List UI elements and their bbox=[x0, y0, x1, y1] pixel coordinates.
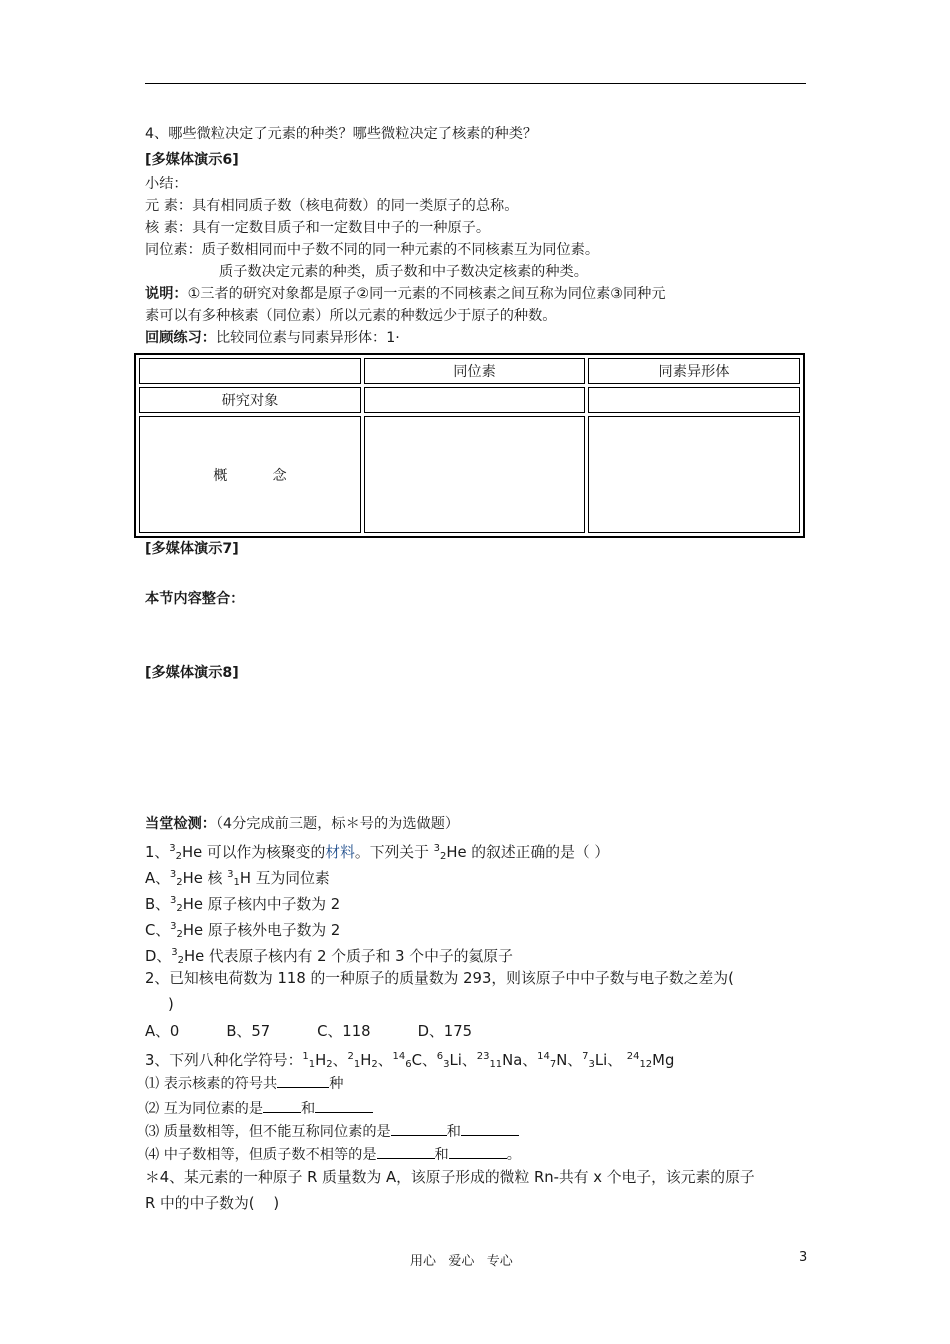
nuclide-definition: 核 素：具有一定数目质子和一定数目中子的一种原子。 bbox=[145, 220, 491, 236]
question-4: 4、哪些微粒决定了元素的种类？哪些微粒决定了核素的种类？ bbox=[145, 126, 538, 142]
q1-option-d: D、$^3_2$He 代表原子核内有 2 个质子和 3 个中子的氦原子 bbox=[145, 947, 513, 966]
table-cell bbox=[364, 387, 585, 413]
explanation-text: ①三者的研究对象都是原子②同一元素的不同核素之间互称为同位素③同种元 bbox=[187, 286, 666, 302]
explanation-continued: 素可以有多种核素（同位素）所以元素的种数远少于原子的种数。 bbox=[145, 308, 557, 324]
review-exercise bbox=[145, 329, 400, 347]
table-head-isotope: 同位素 bbox=[364, 358, 585, 384]
media-demo-7: [多媒体演示7] bbox=[145, 541, 239, 557]
determination-note: 质子数决定元素的种类，质子数和中子数决定核素的种类。 bbox=[219, 264, 588, 280]
q3-sub-3: ⑶ 质量数相等，但不能互称同位素的是 和 bbox=[145, 1122, 519, 1141]
answer-blank[interactable] bbox=[391, 1122, 447, 1136]
table-row-concept-label: 概 念 bbox=[139, 416, 361, 533]
q3-sub-1: ⑴ 表示核素的符号共 种 bbox=[145, 1076, 344, 1092]
table-cell bbox=[588, 387, 800, 413]
media-demo-8: [多媒体演示8] bbox=[145, 665, 239, 681]
section-integration: 本节内容整合： bbox=[145, 591, 245, 607]
q4-optional-stem: ＊4、某元素的一种原子 R 质量数为 A，该原子形成的微粒 Rn-共有 x 个电子，该元素的原子 bbox=[145, 1169, 755, 1186]
answer-blank[interactable] bbox=[277, 1074, 329, 1088]
comparison-table bbox=[134, 353, 805, 538]
answer-blank[interactable] bbox=[315, 1099, 373, 1113]
explanation bbox=[145, 285, 666, 303]
table-corner-cell bbox=[139, 358, 361, 384]
answer-blank[interactable] bbox=[449, 1145, 507, 1159]
q3-sub-4: ⑷ 中子数相等，但质子数不相等的是 和 。 bbox=[145, 1147, 521, 1163]
summary-label: 小结： bbox=[145, 176, 188, 192]
q3-stem: 3、下列八种化学符号：$^1_1H_2$、$^2_1H_2$、$^{14}_6$C、$^6_3$Li、$^{23}_{11}$Na、$^{14}_7$N、$^7_3$Li、 $^{24}_{12}$Mg bbox=[145, 1051, 675, 1070]
check-text: （4分完成前三题，标＊号的为选做题） bbox=[215, 816, 460, 832]
footer-motto: 用心 爱心 专心 bbox=[410, 1254, 513, 1269]
answer-blank[interactable] bbox=[461, 1122, 519, 1136]
q4-optional-stem-continued: R 中的中子数为( ) bbox=[145, 1195, 280, 1212]
material-link[interactable]: 材料 bbox=[325, 844, 355, 861]
q2-stem: 2、已知核电荷数为 118 的一种原子的质量数为 293，则该原子中中子数与电子数之差为( bbox=[145, 970, 734, 987]
answer-blank[interactable] bbox=[377, 1145, 435, 1159]
table-cell bbox=[588, 416, 800, 533]
answer-blank[interactable] bbox=[263, 1099, 301, 1113]
review-label: 回顾练习： bbox=[145, 330, 216, 346]
element-definition: 元 素：具有相同质子数（核电荷数）的同一类原子的总称。 bbox=[145, 198, 519, 214]
media-demo-6: [多媒体演示6] bbox=[145, 152, 239, 168]
q1-option-b: B、$^3_2$He 原子核内中子数为 2 bbox=[145, 895, 341, 914]
check-label: 当堂检测： bbox=[145, 816, 216, 832]
header-rule bbox=[145, 83, 806, 84]
table-head-allotrope: 同素异形体 bbox=[588, 358, 800, 384]
q2-options: A、0 B、57 C、118 D、175 bbox=[145, 1023, 473, 1040]
q1-option-a: A、$^3_2$He 核 $^3_1$H 互为同位素 bbox=[145, 869, 330, 888]
q2-close-paren: ) bbox=[168, 996, 174, 1013]
isotope-definition: 同位素：质子数相同而中子数不同的同一种元素的不同核素互为同位素。 bbox=[145, 242, 600, 258]
q1-option-c: C、$^3_2$He 原子核外电子数为 2 bbox=[145, 921, 341, 940]
in-class-check bbox=[145, 815, 459, 833]
page-number: 3 bbox=[799, 1250, 808, 1265]
review-text: 比较同位素与同素异形体：1· bbox=[215, 330, 400, 346]
table-cell bbox=[364, 416, 585, 533]
q1-stem: 1、$^3_2$He 可以作为核聚变的材料。下列关于 $^3_2$He 的叙述正确的是（ ） bbox=[145, 843, 610, 862]
table-row-object-label: 研究对象 bbox=[139, 387, 361, 413]
q3-sub-2: ⑵ 互为同位素的是 和 bbox=[145, 1099, 373, 1118]
explanation-label: 说明： bbox=[145, 286, 188, 302]
